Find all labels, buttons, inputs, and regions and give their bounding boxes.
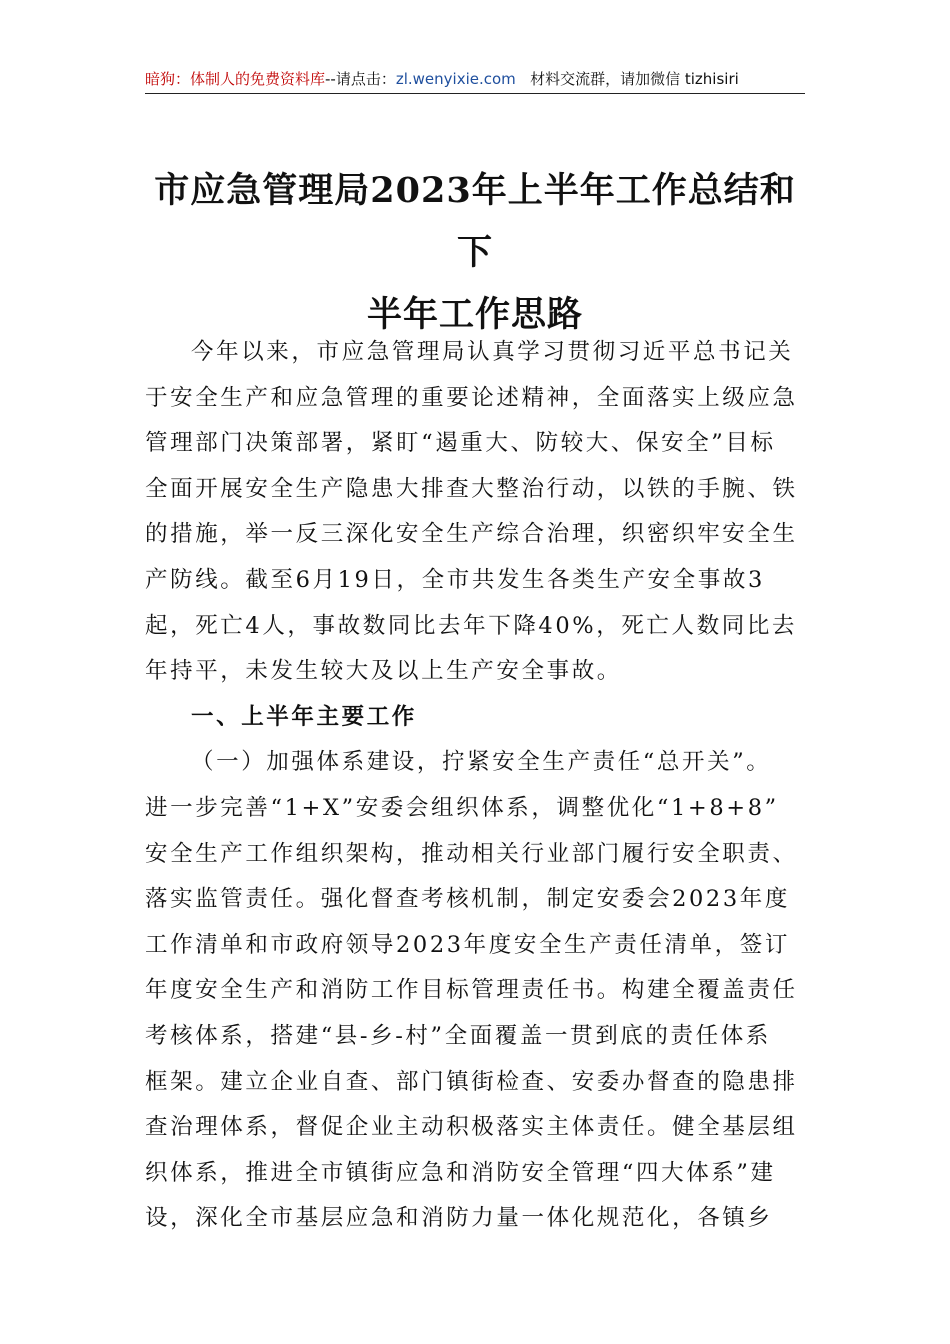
body-line: 框架。建立企业自查、部门镇街检查、安委办督查的隐患排 bbox=[145, 1068, 798, 1095]
body-line: 工作清单和市政府领导2023年度安全生产责任清单，签订 bbox=[145, 931, 790, 958]
body-line: 于安全生产和应急管理的重要论述精神，全面落实上级应急 bbox=[145, 384, 798, 411]
header-brand: 暗狗：体制人的免费资料库 bbox=[145, 70, 326, 88]
body-line: 织体系，推进全市镇街应急和消防安全管理“四大体系”建 bbox=[145, 1159, 776, 1186]
body-line: 今年以来，市应急管理局认真学习贯彻习近平总书记关 bbox=[191, 339, 794, 365]
header-url-link[interactable]: zl.wenyixie.com bbox=[395, 70, 516, 88]
header-prompt: --请点击： bbox=[325, 70, 396, 88]
body-line: 进一步完善“1+X”安委会组织体系，调整优化“1+8+8” bbox=[145, 794, 779, 821]
body-line: 产防线。截至6月19日，全市共发生各类生产安全事故3 bbox=[145, 566, 765, 593]
body-line: 落实监管责任。强化督查考核机制，制定安委会2023年度 bbox=[145, 886, 790, 913]
title-line-2: 半年工作思路 bbox=[366, 294, 583, 335]
title-line-1: 市应急管理局2023年上半年工作总结和下 bbox=[154, 170, 796, 273]
body-line: 全面开展安全生产隐患大排查大整治行动，以铁的手腕、铁 bbox=[145, 475, 798, 502]
document-title bbox=[145, 160, 805, 346]
document-body bbox=[145, 330, 805, 1242]
body-line: 管理部门决策部署，紧盯“遏重大、防较大、保安全”目标 bbox=[145, 430, 776, 457]
page-header bbox=[145, 68, 805, 90]
body-line: 安全生产工作组织架构，推动相关行业部门履行安全职责、 bbox=[145, 840, 798, 867]
body-line: 年持平，未发生较大及以上生产安全事故。 bbox=[145, 658, 622, 685]
header-contact: 材料交流群，请加微信 tizhisiri bbox=[530, 70, 739, 88]
subsection-heading: （一）加强体系建设，拧紧安全生产责任“总开关”。 bbox=[191, 749, 772, 776]
body-line: 年度安全生产和消防工作目标管理责任书。构建全覆盖责任 bbox=[145, 977, 798, 1004]
header-divider bbox=[145, 93, 805, 94]
body-line: 查治理体系，督促企业主动积极落实主体责任。健全基层组 bbox=[145, 1114, 798, 1141]
body-line: 起，死亡4人，事故数同比去年下降40%，死亡人数同比去 bbox=[145, 612, 798, 639]
body-line: 设，深化全市基层应急和消防力量一体化规范化，各镇乡 bbox=[145, 1205, 773, 1232]
body-line: 的措施，举一反三深化安全生产综合治理，织密织牢安全生 bbox=[145, 521, 798, 548]
section-heading: 一、上半年主要工作 bbox=[191, 703, 417, 730]
body-line: 考核体系，搭建“县-乡-村”全面覆盖一贯到底的责任体系 bbox=[145, 1022, 771, 1049]
